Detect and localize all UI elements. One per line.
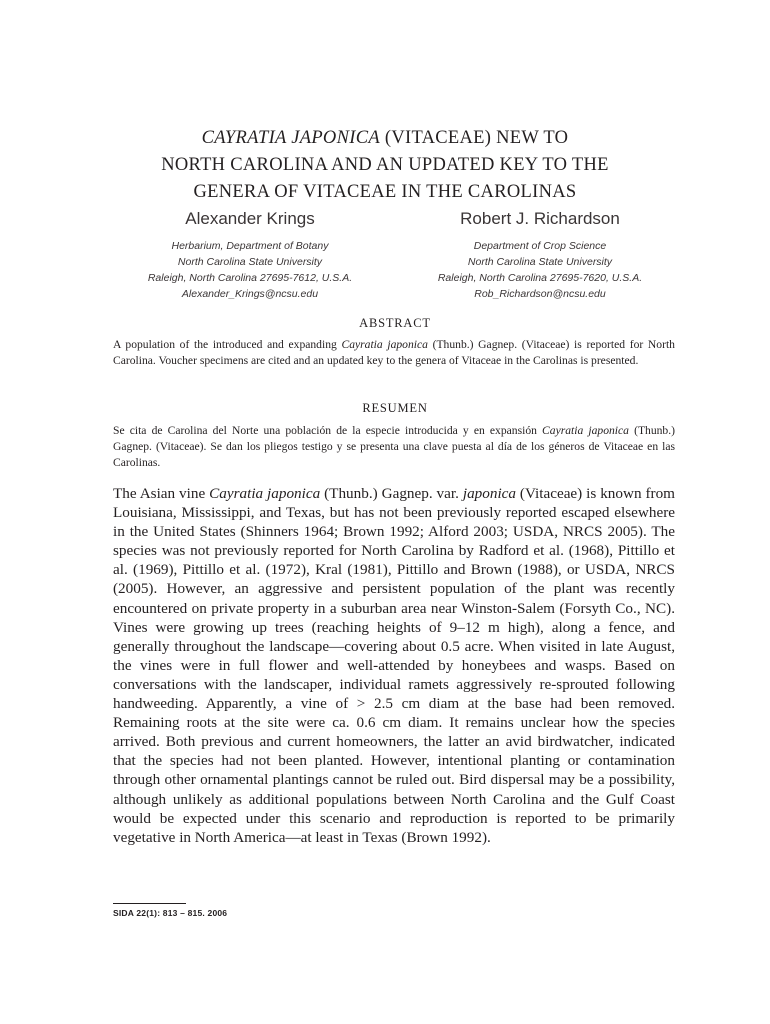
author-affiliation-1: [100, 238, 400, 302]
article-title: [100, 125, 670, 206]
footnote-rule: [113, 903, 186, 904]
body-species: Cayratia japonica: [209, 485, 321, 502]
affiliation-institution: North Carolina State University: [467, 256, 613, 268]
author-email: Rob_Richardson@ncsu.edu: [474, 288, 606, 300]
title-line-1-rest: (VITACEAE) NEW TO: [379, 128, 569, 148]
resumen-species: Cayratia japonica: [542, 424, 629, 437]
resumen-text-part: Se cita de Carolina del Norte una población de la especie introducida y en expansión: [113, 424, 543, 437]
title-species: CAYRATIA JAPONICA: [201, 128, 380, 148]
abstract-text: [113, 337, 675, 369]
abstract-species: Cayratia japonica: [341, 338, 428, 351]
body-text-run: (Vitaceae) is known from Louisiana, Mississippi, and Texas, but has not been previously reported escaped elsewhere in the United States (Shinners 1964; Brown 1992; Alford 2003; USDA, NRCS 2005). The species was not previously reported for North Carolina by Radford et al. (1968), Pittillo et al. (1969), Pittillo et al. (1972), Kral (1981), Pittillo and Brown (1988), or USDA, NRCS (2005). However, an aggressive and persistent population of the plant was recently encountered on private property in a suburban area near Winston-Salem (Forsyth Co., NC). Vines were growing up trees (reaching heights of 9–12 m high), along a fence, and generally throughout the landscape—covering about 0.5 acre. When visited in late August, the vines were in full flower and well-attended by honeybees and wasps. Based on conversations with the landscaper, individual ramets aggressively re-sprouted following handweeding. Apparently, a vine of > 2.5 cm diam at the base had been removed. Remaining roots at the site were ca. 0.6 cm diam. It remains unclear how the species arrived. Both previous and current homeowners, the latter an avid birdwatcher, indicated that the species had not been planted. However, intentional planting or contamination through other ornamental plantings cannot be ruled out. Bird dispersal may be a possibility, although unlikely as additional populations between North Carolina and the Gulf Coast would be expected under this scenario and reproduction is reported to be primarily vegetative in North America—at least in Texas (Brown 1992).: [113, 485, 675, 846]
author-email: Alexander_Krings@ncsu.edu: [181, 288, 319, 300]
title-line-3: GENERA OF VITACEAE IN THE CAROLINAS: [193, 182, 577, 202]
affiliation-dept: Department of Crop Science: [473, 240, 607, 252]
title-line-1: [100, 125, 670, 152]
title-line-2: NORTH CAROLINA AND AN UPDATED KEY TO THE: [161, 155, 609, 175]
affiliation-address: Raleigh, North Carolina 27695-7612, U.S.A.: [147, 272, 353, 284]
body-variety: japonica: [462, 485, 516, 502]
affiliation-dept: Herbarium, Department of Botany: [171, 240, 329, 252]
affiliation-address: Raleigh, North Carolina 27695-7620, U.S.A.: [437, 272, 643, 284]
journal-citation: SIDA 22(1): 813 – 815. 2006: [113, 908, 228, 918]
author-affiliation-2: [390, 238, 690, 302]
abstract-text-part: A population of the introduced and expanding: [113, 338, 342, 351]
author-name-2: Robert J. Richardson: [460, 209, 620, 228]
body-text-run: The Asian vine: [113, 485, 210, 502]
affiliation-institution: North Carolina State University: [177, 256, 323, 268]
author-name-1: Alexander Krings: [185, 209, 315, 228]
resumen-heading: RESUMEN: [362, 401, 428, 415]
abstract-text-part: (Thunb.) Gagnep. (Vitaceae) is reported for North Carolina. Voucher specimens are cited and an updated key to the genera of Vitaceae in the Carolinas is presented.: [113, 338, 675, 368]
resumen-text: [113, 423, 675, 472]
body-paragraph: [113, 484, 675, 847]
body-text-run: (Thunb.) Gagnep. var.: [320, 485, 463, 502]
resumen-text-part: (Thunb.) Gagnep. (Vitaceae). Se dan los pliegos testigo y se presenta una clave puesta al día de los géneros de Vitaceae en las Carolinas.: [113, 424, 675, 470]
abstract-heading: ABSTRACT: [359, 316, 431, 330]
